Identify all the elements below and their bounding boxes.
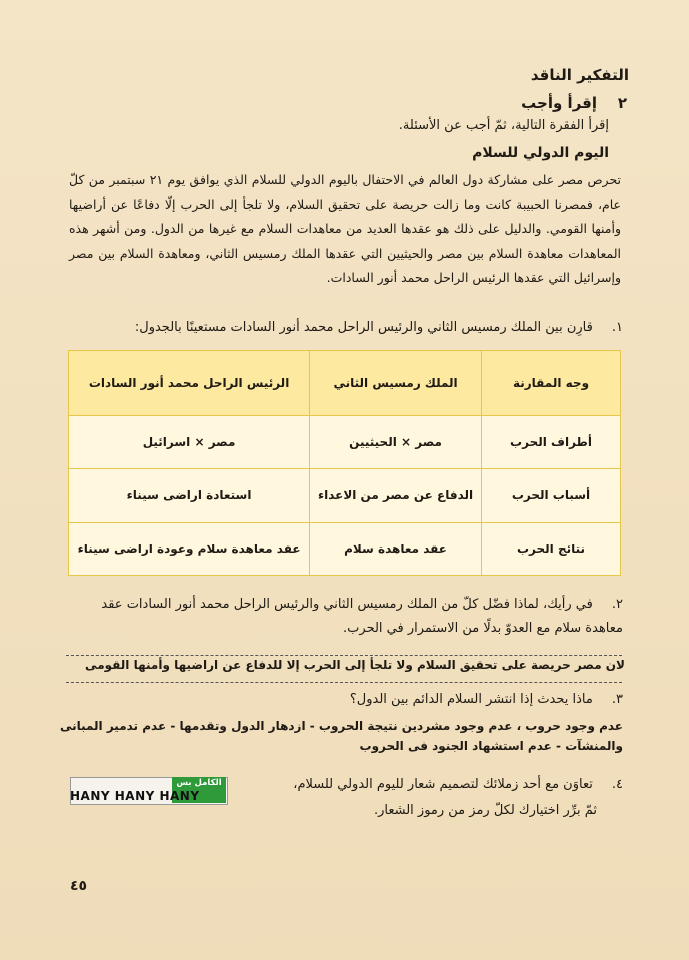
table-row [69,522,621,575]
watermark-green-label: الكامل بس [172,777,226,803]
question-3-number: ٣. [611,692,623,707]
question-2-answer: لان مصر حريصة على تحقيق السلام ولا تلجأ إلى الحرب إلا للدفاع عن اراضيها وأمنها القومى [85,658,625,672]
table-cell: الدفاع عن مصر من الاعداء [310,469,482,522]
table-row-label: أطراف الحرب [482,416,621,469]
table-cell: مصر × الحيثيين [310,416,482,469]
table-cell: مصر × اسرائيل [69,416,310,469]
table-cell: عقد معاهدة سلام وعودة اراضى سيناء [69,522,310,575]
table-row-label: نتائج الحرب [482,522,621,575]
question-3-text: ماذا يحدث إذا انتشر السلام الدائم بين الدول؟ [349,692,593,707]
question-1-number: ١. [611,320,623,335]
table-header-cell: الرئيس الراحل محمد أنور السادات [69,351,310,416]
comparison-table [68,350,621,576]
question-2 [63,593,623,641]
question-number: ٢ [617,94,627,112]
table-row [69,416,621,469]
question-1 [63,320,623,335]
question-title: إقرأ وأجب [521,94,597,112]
question-4-line-2: ثمّ برِّر اختيارك لكلّ رمز من رموز الشعار. [373,803,597,818]
watermark-stamp [70,777,226,803]
question-2-number: ٢. [611,597,623,612]
instruction: إقرأ الفقرة التالية، ثمّ أجب عن الأسئلة. [398,118,609,133]
table-header-cell: وجه المقارنة [482,351,621,416]
table-cell: عقد معاهدة سلام [310,522,482,575]
section-title: التفكير الناقد [530,66,629,84]
passage-text: تحرص مصر على مشاركة دول العالم في الاحتفال باليوم الدولي للسلام الذي يوافق يوم ٢١ سبتمبر من كلّ عام، فمصرنا الحبيبة كانت وما زالت حريصة على تحقيق السلام، ولا تلجأ إلى الحرب إلّا دفاعًا عن أراضيها وأمنها القومي. والدليل على ذلك هو عقدها العديد من معاهدات السلام مع غيرها من الدول. ومن أشهر هذه المعاهدات معاهدة السلام بين مصر والحيثيين التي عقدها الملك رمسيس الثاني، ومعاهدة السلام بين مصر وإسرائيل التي عقدها الرئيس الراحل محمد أنور السادات. [69,172,621,285]
passage-title: اليوم الدولي للسلام [472,145,609,161]
question-2-text: في رأيك، لماذا فضّل كلّ من الملك رمسيس الثاني والرئيس الراحل محمد أنور السادات عقد معاهدة سلام مع العدوّ بدلًا من الاستمرار في الحرب. [101,597,623,636]
question-3-answer: عدم وجود حروب ، عدم وجود مشردين نتيجة الحروب - ازدهار الدول وتقدمها - عدم تدمير المبانى والمنشآت - عدم استشهاد الجنود فى الحروب [59,719,623,753]
question-4-text: تعاوَن مع أحد زملائك لتصميم شعار لليوم الدولي للسلام، [293,777,593,792]
table-header-row [69,351,621,416]
page-number: ٤٥ [70,878,88,894]
table-cell: استعادة اراضى سيناء [69,469,310,522]
question-3 [63,692,623,707]
table-row [69,469,621,522]
table-row-label: أسباب الحرب [482,469,621,522]
answer-line [66,682,622,683]
question-4-number: ٤. [611,777,623,792]
watermark-text: HANY HANY HANY [70,789,200,803]
table-header-cell: الملك رمسيس الثاني [310,351,482,416]
answer-line [66,655,622,656]
question-1-text: قارِن بين الملك رمسيس الثاني والرئيس الراحل محمد أنور السادات مستعينًا بالجدول: [134,320,593,335]
